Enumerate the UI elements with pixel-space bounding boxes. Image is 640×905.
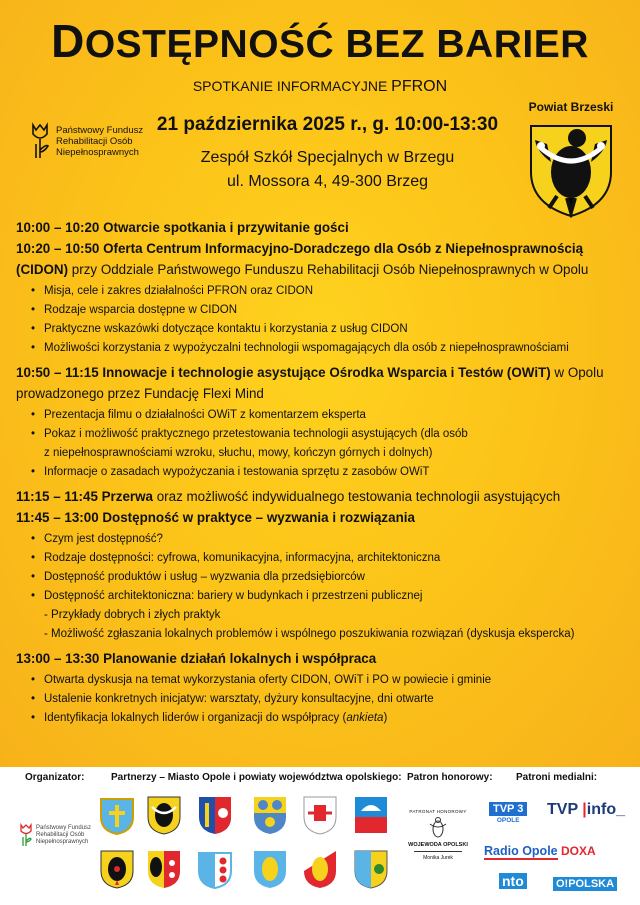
planning-list (16, 671, 631, 728)
owit-list (16, 406, 631, 482)
list-subitem: - Przykłady dobrych i złych praktyk (44, 609, 221, 621)
crest-golden-eagle-icon (252, 849, 288, 889)
crest-roses-icon (197, 849, 233, 889)
powiat-label: Powiat Brzeski (528, 100, 614, 114)
pfron-line: Niepełnosprawnych (56, 146, 139, 158)
media-label: Patroni medialni: (516, 772, 598, 783)
list-item: • Czym jest dostępność? (44, 530, 631, 549)
radio-opole-logo: Radio Opole (484, 844, 558, 858)
powiat-brzeski-crest-icon (527, 122, 615, 218)
list-item: • Dostępność produktów i usług – wyzwania dla przedsiębiorców (44, 568, 631, 587)
list-item: • Identyfikacja lokalnych liderów i organizacji do współpracy (ankieta) (44, 709, 631, 728)
list-item: • Praktyczne wskazówki dotyczące kontaktu i korzystania z usług CIDON (44, 320, 631, 339)
list-item: • Pokaz i możliwość praktycznego przetestowania technologii asystujących (dla osób (44, 425, 631, 444)
organizer-pfron-logo (20, 823, 91, 847)
tulip-icon (30, 122, 50, 160)
footer (0, 767, 640, 905)
tvp3-num: 3 (517, 803, 524, 815)
agenda-item-accessibility: 11:45 – 13:00 Dostępność w praktyce – wyzwania i rozwiązania (16, 510, 415, 525)
crest-eagle-icon (146, 795, 182, 835)
agenda-item-opening: 10:00 – 10:20 Otwarcie spotkania i przywitanie gości (16, 220, 349, 235)
pfron-line: Państwowy Fundusz (56, 124, 144, 136)
patron-person: Monika Jurek (423, 855, 453, 861)
tvp-info-logo: TVP |info_ (547, 801, 625, 818)
pfron-line: Niepełnosprawnych (36, 838, 89, 845)
pfron-line: Państwowy Fundusz (36, 824, 92, 831)
list-item: • Dostępność architektoniczna: bariery w budynkach i przestrzeni publicznej (44, 587, 631, 606)
venue (140, 146, 515, 194)
crest-wheat-icon (197, 795, 233, 835)
list-item: • Otwarta dyskusja na temat wykorzystania oferty CIDON, OWiT i PO w powiecie i gminie (44, 671, 631, 690)
list-item: • Prezentacja filmu o działalności OWiT z komentarzem eksperta (44, 406, 631, 425)
list-item: • Rodzaje dostępności: cyfrowa, komunikacyjna, informacyjna, architektoniczna (44, 549, 631, 568)
agenda-item-owit-cont: prowadzonego przez Fundację Flexi Mind (16, 386, 264, 401)
event-date: 21 października 2025 r., g. 10:00-13:30 (156, 114, 499, 135)
list-item: • Możliwości korzystania z wypożyczalni technologii wspomagających dla osób z niepełnosprawnościami (44, 339, 631, 358)
tvp3-city: OPOLE (496, 817, 520, 824)
list-item: • Informacje o zasadach wypożyczania i testowania sprzętu z zasobów OWiT (44, 463, 631, 482)
pfron-line: Rehabilitacji Osób (56, 135, 133, 147)
agenda-item-owit: 10:50 – 11:15 Innowacje i technologie asystujące Ośrodka Wsparcia i Testów (OWiT) w Opolu (16, 365, 604, 380)
list-subitem: - Możliwość zgłaszania lokalnych problemów i wspólnego poszukiwania rozwiązań (dyskusja ekspercka) (44, 628, 575, 640)
cidon-list (16, 282, 631, 358)
list-item: • Rodzaje wsparcia dostępne w CIDON (44, 301, 631, 320)
crest-tower-icon (302, 795, 338, 835)
tvp3-opole-logo (489, 799, 527, 824)
info-text: info_ (586, 801, 625, 818)
subtitle: SPOTKANIE INFORMACYJNE PFRON (192, 78, 448, 95)
accessibility-list (16, 530, 631, 644)
agenda-item-cidon: 10:20 – 10:50 Oferta Centrum Informacyjno-Doradczego dla Osób z Niepełnosprawnością (16, 241, 584, 256)
polish-eagle-icon (428, 816, 448, 840)
crest-eagle-lilies-icon (146, 849, 182, 889)
doxa-logo: DOXA (561, 844, 596, 858)
patron-honorowy-logo (408, 809, 468, 861)
pfron-logo (30, 122, 143, 160)
divider (414, 851, 462, 852)
organizer-label: Organizator: (25, 772, 85, 783)
tvp3-text: TVP (493, 803, 515, 815)
patron-label: Patron honorowy: (407, 772, 493, 783)
crest-eagle-red-icon (302, 849, 338, 889)
partners-label: Partnerzy – Miasto Opole i powiaty województwa opolskiego: (111, 772, 402, 783)
venue-address: ul. Mossora 4, 49-300 Brzeg (227, 173, 428, 190)
crest-opole-city-icon (99, 795, 135, 835)
crest-eagle-rose-icon (99, 849, 135, 889)
list-item: • Ustalenie konkretnych inicjatyw: warsztaty, dyżury konsultacyjne, dni otwarte (44, 690, 631, 709)
tvp-text: TVP (547, 801, 578, 818)
tulip-icon (20, 823, 32, 847)
agenda-item-planning: 13:00 – 13:30 Planowanie działań lokalnych i współpraca (16, 651, 377, 666)
agenda-item-cidon-cont: (CIDON) przy Oddziale Państwowego Funduszu Rehabilitacji Osób Niepełnosprawnych w Opolu (16, 262, 589, 277)
nto-logo: nto (499, 873, 527, 889)
page-title: DOSTĘPNOŚĆ BEZ BARIER (51, 15, 589, 67)
crest-eagle-vine-icon (353, 849, 389, 889)
agenda-item-break: 11:15 – 11:45 Przerwa oraz możliwość indywidualnego testowania technologii asystujących (16, 489, 561, 504)
patronat-label: PATRONAT HONOROWY (409, 809, 467, 814)
wojewoda-label: WOJEWODA OPOLSKI (408, 842, 468, 848)
venue-name: Zespół Szkół Specjalnych w Brzegu (200, 149, 455, 166)
pfron-line: Rehabilitacji Osób (36, 831, 85, 838)
agenda (16, 217, 631, 732)
crest-goats-icon (252, 795, 288, 835)
list-item: • Misja, cele i zakres działalności PFRON oraz CIDON (44, 282, 631, 301)
crest-swan-icon (353, 795, 389, 835)
opolska-logo: O!POLSKA (553, 877, 617, 891)
list-item-cont: z niepełnosprawnościami wzroku, słuchu, mowy, kończyn górnych i dolnych) (44, 447, 433, 459)
